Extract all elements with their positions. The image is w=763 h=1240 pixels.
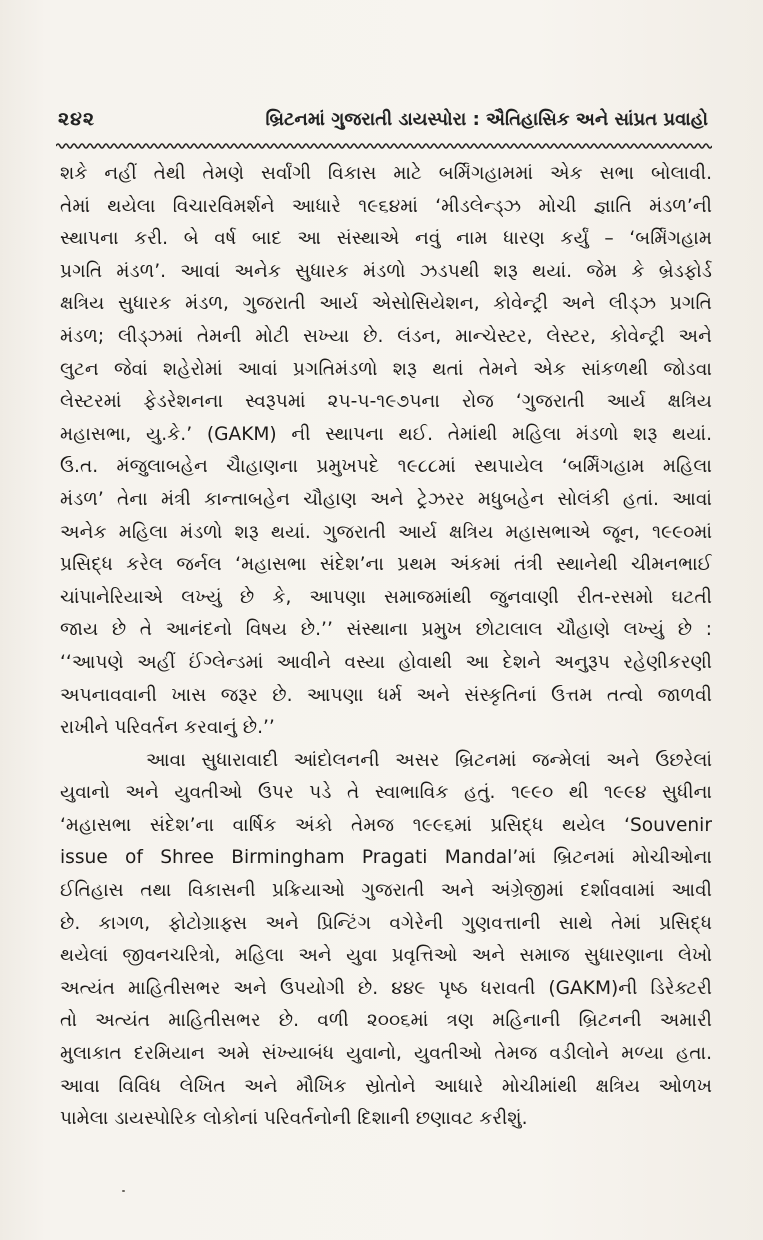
running-head [58, 108, 708, 138]
text-line: પ્રસિદ્ધ કરેલ જર્નલ ‘મહાસભા સંદેશ’ના પ્રથમ અંકમાં તંત્રી સ્થાનેથી ચીમનભાઈ [60, 554, 712, 576]
text-line: ઈતિહાસ તથા વિકાસની પ્રક્રિયાઓ ગુજરાતી અને અંગ્રેજીમાં દર્શાવવામાં આવી [60, 880, 712, 902]
text-line: શકે નહીં તેથી તેમણે સર્વાંગી વિકાસ માટે બર્મિંગહામમાં એક સભા બોલાવી. [60, 163, 712, 184]
text-line: છે. કાગળ, ફોટોગ્રાફ્સ અને પ્રિન્ટિંગ વગેરેની ગુણવત્તાની સાથે તેમાં પ્રસિદ્ધ [60, 912, 712, 934]
text-line: ‘મહાસભા સંદેશ’ના વાર્ષિક અંકો તેમજ ૧૯૯૬માં પ્રસિદ્ધ થયેલ ‘Souvenir [60, 814, 712, 836]
text-line: પ્રગતિ મંડળ’. આવાં અનેક સુધારક મંડળો ઝડપથી શરૂ થયાં. જેમ કે બ્રેડફોર્ડ [60, 260, 712, 282]
text-line: લેસ્ટરમાં ફેડરેશનના સ્વરૂપમાં ૨૫-૫-૧૯૭૫ના રોજ ‘ગુજરાતી આર્ય ક્ષત્રિય [60, 391, 712, 413]
text-line: સ્થાપના કરી. બે વર્ષ બાદ આ સંસ્થાએ નવું નામ ધારણ કર્યું – ‘બર્મિંગહામ [60, 228, 712, 250]
page-number: ૨૪૨ [58, 108, 96, 130]
text-line: મુલાકાત દરમિયાન અમે સંખ્યાબંધ યુવાનો, યુવતીઓ તેમજ વડીલોને મળ્યા હતા. [60, 1043, 712, 1065]
text-line: જાય છે તે આનંદનો વિષય છે.’’ સંસ્થાના પ્રમુખ છોટાલાલ ચૌહાણે લખ્યું છે : [60, 619, 712, 641]
paper-speck [122, 1190, 125, 1192]
text-line: ક્ષત્રિય સુધારક મંડળ, ગુજરાતી આર્ય એસોસિયેશન, કોવેન્ટ્રી અને લીડ્ઝ પ્રગતિ [60, 293, 712, 315]
text-line: મંડળ; લીડ્ઝમાં તેમની મોટી સખ્યા છે. લંડન, માન્ચેસ્ટર, લેસ્ટર, કોવેન્ટ્રી અને [60, 325, 712, 347]
text-line: મહાસભા, યુ.કે.’ (GAKM) ની સ્થાપના થઈ. તેમાંથી મહિલા મંડળો શરૂ થયાં. [60, 423, 712, 445]
text-line: તો અત્યંત માહિતીસભર છે. વળી ૨૦૦૬માં ત્રણ મહિનાની બ્રિટનની અમારી [60, 1010, 712, 1032]
text-line: ચાંપાનેરિયાએ લખ્યું છે કે, આપણા સમાજમાંથી જુનવાણી રીત-રસમો ઘટતી [60, 586, 712, 608]
paragraph-first-line: આવા સુધારાવાદી આંદોલનની અસર બ્રિટનમાં જન્મેલાં અને ઉછરેલાં [146, 749, 712, 771]
text-line: ‘‘આપણે અહીં ઈંગ્લેન્ડમાં આવીને વસ્યા હોવાથી આ દેશને અનુરૂપ રહેણીકરણી [60, 651, 712, 673]
text-line: રાખીને પરિવર્તન કરવાનું છે.’’ [60, 717, 275, 739]
text-line: issue of Shree Birmingham Pragati Mandal’માં બ્રિટનમાં મોચીઓના [60, 847, 712, 869]
text-line: મંડળ’ તેના મંત્રી કાન્તાબહેન ચૌહાણ અને ટ્રેઝરર મધુબહેન સોલંકી હતાં. આવાં [60, 488, 712, 510]
text-line: અત્યંત માહિતીસભર અને ઉપયોગી છે. ૪૪૯ પૃષ્ઠ ધરાવતી (GAKM)ની ડિરેક્ટરી [60, 977, 712, 999]
text-line: લુટન જેવાં શહેરોમાં આવાં પ્રગતિમંડળો શરૂ થતાં તેમને એક સાંકળથી જોડવા [60, 358, 712, 380]
text-line: યુવાનો અને યુવતીઓ ઉપર પડે તે સ્વાભાવિક હતું. ૧૯૯૦ થી ૧૯૯૪ સુધીના [60, 782, 712, 804]
text-line: તેમાં થયેલા વિચારવિમર્શને આધારે ૧૯૬૪માં ‘મીડલેન્ડ્ઝ મોચી જ્ઞાતિ મંડળ’ની [60, 195, 712, 217]
text-line: અનેક મહિલા મંડળો શરૂ થયાં. ગુજરાતી આર્ય ક્ષત્રિય મહાસભાએ જૂન, ૧૯૯૦માં [60, 521, 712, 543]
running-head-title: બ્રિટનમાં ગુજરાતી ડાયસ્પોરા : ઐતિહાસિક અને સાંપ્રત પ્રવાહો [265, 109, 708, 130]
text-line: પામેલા ડાયસ્પોરિક લોકોનાં પરિવર્તનોની દિશાની છણાવટ કરીશું. [60, 1108, 528, 1130]
text-line: ઉ.ત. મંજુલાબહેન ચૈાહાણના પ્રમુખપદે ૧૯૮૮માં સ્થપાયેલ ‘બર્મિંગહામ મહિલા [60, 456, 712, 478]
body-text [60, 158, 712, 1136]
wavy-divider [56, 140, 712, 152]
text-line: આવા વિવિધ લેખિત અને મૌખિક સ્રોતોને આધારે મોચીમાંથી ક્ષત્રિય ઓળખ [60, 1075, 712, 1097]
text-line: થયેલાં જીવનચરિત્રો, મહિલા અને યુવા પ્રવૃત્તિઓ અને સમાજ સુધારણાના લેખો [60, 945, 712, 967]
text-line: અપનાવવાની ખાસ જરૂર છે. આપણા ધર્મ અને સંસ્કૃતિનાં ઉત્તમ તત્વો જાળવી [60, 684, 712, 706]
